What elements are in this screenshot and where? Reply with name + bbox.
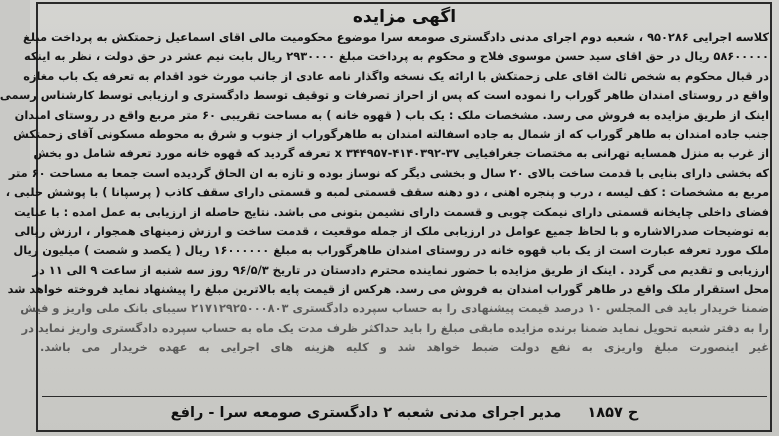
notice-line: کلاسه اجرایی ۹۵۰۲۸۶ ، شعبه دوم اجرای مدنی دادگستری صومعه سرا موضوع محکومیت مالی اقای اسماعیل زحمتکش به پرداخت مبلغ — [22, 30, 769, 44]
notice-title: اگهی مزایده — [352, 7, 457, 27]
notice-code: ح ۱۸۵۷ — [587, 405, 639, 421]
notice-line: غیر اینصورت مبلغ واریزی به نفع دولت ضبط خواهد شد و کلیه هزینه های اجرایی به عهده خریدار می باشد. — [40, 340, 769, 355]
notice-line: واقع در روستای امندان طاهر گوراب را نموده است که پس از احراز تصرفات و توقیف توسط دادگستری و ارزیابی توسط کارشناس رسمی — [0, 88, 769, 103]
notice-line: در قبال محکوم به شخص ثالث اقای علی زحمتکش با ارائه یک نسخه واگذار نامه عادی از جانب مورث خود اقدام به تعرفه یک باب مغازه — [23, 68, 769, 83]
notice-line: فضای داخلی چایخانه قسمتی دارای نیمکت چوبی و قسمت دارای نشیمن بتونی می باشد. نتایج حاصله از ارزیابی به عمل امده : با عنایت — [14, 204, 769, 219]
notice-line: محل استقرار ملک واقع در طاهر گوراب امندان به فروش می رسد. هرکس از قیمت پایه بالاترین مبلغ را پیشنهاد نماید فروخته خواهد شد — [7, 282, 769, 297]
notice-line: را به دفتر شعبه تحویل نماید ضمنا برنده مزایده مابقی مبلغ را باید حداکثر ظرف مدت یک ماه به حساب سپرده دادگستری واریز نماید در — [21, 320, 769, 335]
notice-line: که بخشی دارای بنایی با قدمت ساخت بالای ۲۰ سال و بخشی دیگر که نوساز بوده و تازه به ان الحاق گردیده است جمعا به مساحت ۶۰ متر — [8, 165, 769, 180]
notice-line: ارزیابی و تقدیم می گردد . اینک از طریق مزایده با حضور نماینده محترم دادستان در تاریخ ۹۶/۵/۳ روز سه شنبه از ساعت ۹ الی ۱۱ در — [32, 262, 769, 277]
notice-footer — [30, 401, 779, 425]
notice-line: ۵۸۶۰۰۰۰۰ ریال در حق اقای سید حسن موسوی فلاح و محکوم به پرداخت مبلغ ۲۹۳۰۰۰۰ ریال بابت نیم عشر در حق دولت ، نظر به اینکه — [24, 49, 769, 64]
notice-line: جنب جاده امندان به طاهر گوراب که از شمال به جاده اسفالته امندان به طاهرگوراب از جنوب و شرق به محوطه مسکونی آقای زحمتکش — [13, 126, 769, 141]
notice-line: به توضیحات صدرالاشاره و با لحاظ جمیع عوامل در ارزیابی ملک از جمله موقعیت ، قدمت ساخت و ارزش زمینهای همجوار ، ارزش ریالی — [14, 223, 769, 238]
notice-line: اینک از طریق مزایده به فروش می رسد. مشخصات ملک : یک باب ( قهوه خانه ) به مساحت تقریبی ۶۰ متر مربع واقع در روستای امندان — [14, 107, 769, 122]
footer-divider — [42, 396, 767, 397]
notice-signature: مدیر اجرای مدنی شعبه ۲ دادگستری صومعه سرا - رافع — [170, 405, 562, 421]
notice-line: از غرب به منزل همسایه تهرانی به مختصات جغرافیایی ۳۷-۴۱۴۰۳۹۲-x ۳۴۴۹۵۷ تعرفه گردید که قهوه خانه مورد تعرفه شامل دو بخش — [33, 146, 769, 161]
notice-line: مربع به مشخصات : کف لیسه ، درب و پنجره اهنی ، دو دهنه سقف قسمتی لمبه و قسمتی دارای سقف کاذب ( پرسپانا ) با پوشش حلبی ، — [5, 185, 769, 200]
notice-line: ملک مورد تعرفه عبارت است از یک باب قهوه خانه در روستای امندان طاهرگوراب به مبلغ ۱۶۰۰۰۰۰۰ ریال ( یکصد و شصت ) میلیون ریال — [13, 243, 769, 258]
notice-body — [0, 28, 769, 358]
notice-line: ضمنا خریدار باید فی المجلس ۱۰ درصد قیمت پیشنهادی را به حساب سپرده دادگستری ۲۱۷۱۲۹۲۵۰۰۰۸۰۳ سیبای بانک ملی واریز و فیش — [20, 301, 769, 316]
